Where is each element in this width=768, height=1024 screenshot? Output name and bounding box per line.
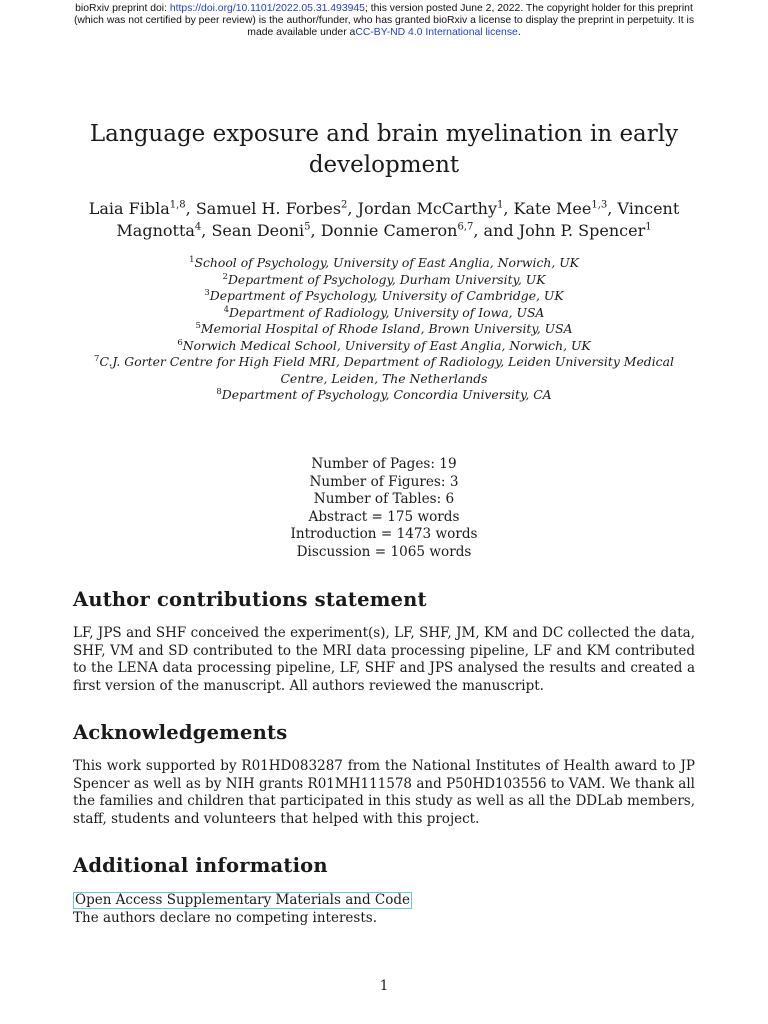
affiliation-item	[88, 305, 680, 322]
affiliation-item	[88, 255, 680, 272]
author-separator: ,	[607, 199, 618, 218]
banner-doi-prefix: bioRxiv preprint doi:	[75, 3, 170, 14]
license-link[interactable]: CC-BY-ND 4.0 International license	[355, 27, 518, 38]
author-name: Vincent Magnotta	[116, 199, 680, 240]
author-affiliation-marker: 5	[304, 221, 311, 233]
author-name: Jordan McCarthy	[357, 199, 497, 218]
stat-line: Introduction = 1473 words	[290, 526, 478, 542]
affiliation-item	[88, 321, 680, 338]
author-separator: ,	[185, 199, 196, 218]
affiliation-text: Department of Radiology, University of Iowa, USA	[229, 304, 545, 320]
preprint-banner	[0, 3, 768, 39]
section-heading-contributions: Author contributions statement	[73, 588, 427, 611]
contributions-text: LF, JPS and SHF conceived the experiment(s), LF, SHF, JM, KM and DC collected the data, SHF, VM and SD contributed to the MRI data processing pipeline, LF and KM contributed to the LENA data processing pipeline, LF, SHF and JPS analysed the results and created a first version of the manuscript. All authors reviewed the manuscript.	[73, 625, 695, 694]
affiliation-text: Memorial Hospital of Rhode Island, Brown University, USA	[200, 321, 573, 336]
author-affiliation-marker: 2	[341, 199, 348, 211]
additional-info-block	[73, 892, 695, 927]
author-name: Sean Deoni	[211, 221, 305, 240]
acknowledgements-text: This work supported by R01HD083287 from the National Institutes of Health award to JP Spencer as well as by NIH grants R01MH111578 and P50HD103556 to VAM. We thank all the families and children that participated in this study as well as all the DDLab members, staff, students and volunteers that helped with this project.	[73, 758, 695, 827]
author-separator: ,	[503, 199, 514, 218]
affiliation-number: 8	[216, 386, 222, 397]
author-separator: ,	[347, 199, 358, 218]
doi-link[interactable]: https://doi.org/10.1101/2022.05.31.493945	[169, 3, 365, 14]
paper-title: Language exposure and brain myelination in early development	[89, 121, 679, 178]
author-separator: , and	[473, 221, 519, 240]
affiliation-number: 6	[177, 337, 183, 348]
affiliation-item	[88, 272, 680, 289]
affiliation-text: Department of Psychology, University of Cambridge, UK	[209, 288, 564, 303]
banner-license-suffix: .	[517, 27, 521, 38]
author-name: Kate Mee	[513, 199, 592, 218]
author-affiliation-marker: 4	[194, 221, 202, 233]
stat-line: Discussion = 1065 words	[296, 543, 472, 560]
affiliation-number: 7	[94, 353, 100, 364]
affiliation-item	[88, 354, 680, 387]
page-number: 1	[379, 978, 389, 994]
competing-interests-text: The authors declare no competing interests.	[73, 909, 377, 926]
banner-line-1	[0, 3, 768, 15]
banner-copyright-text: ; this version posted June 2, 2022. The copyright holder for this preprint	[364, 3, 693, 14]
author-affiliation-marker: 1,3	[591, 199, 608, 211]
affiliation-number: 1	[189, 254, 195, 265]
affiliation-text: Department of Psychology, Concordia University, CA	[221, 387, 552, 402]
banner-license-prefix: made available under a	[247, 27, 356, 38]
affiliation-number: 4	[223, 304, 230, 315]
affiliation-text: School of Psychology, University of East Anglia, Norwich, UK	[194, 255, 579, 270]
stat-line: Abstract = 175 words	[308, 508, 460, 525]
affiliation-text: Norwich Medical School, University of East Anglia, Norwich, UK	[182, 337, 591, 353]
affiliation-number: 5	[195, 320, 201, 331]
author-name: Donnie Cameron	[320, 221, 458, 240]
affiliation-text: C.J. Gorter Centre for High Field MRI, Department of Radiology, Leiden University Medical Centre, Leiden, The Netherlands	[99, 354, 674, 386]
affiliation-text: Department of Psychology, Durham University, UK	[227, 271, 546, 287]
author-name: John P. Spencer	[518, 221, 646, 240]
section-heading-acknowledgements: Acknowledgements	[73, 721, 288, 744]
author-separator: ,	[310, 221, 321, 240]
banner-line-2: (which was not certified by peer review) is the author/funder, who has granted bioRxiv a license to display the preprint in perpetuity. It is	[73, 15, 695, 26]
affiliation-number: 2	[222, 271, 228, 282]
author-list	[78, 198, 690, 242]
manuscript-stats	[230, 456, 538, 561]
author-affiliation-marker: 6,7	[457, 221, 474, 233]
supplementary-materials-link[interactable]: Open Access Supplementary Materials and Code	[75, 892, 410, 908]
affiliation-number: 3	[204, 287, 210, 298]
affiliation-item	[88, 387, 680, 404]
affiliation-item	[88, 288, 680, 305]
banner-line-3	[0, 27, 768, 39]
author-affiliation-marker: 1	[497, 199, 504, 211]
author-affiliation-marker: 1	[645, 221, 652, 233]
stat-line: Number of Pages: 19	[311, 456, 457, 472]
stat-line: Number of Figures: 3	[309, 473, 459, 490]
affiliation-list	[88, 255, 680, 404]
stat-line: Number of Tables: 6	[313, 491, 455, 507]
author-name: Samuel H. Forbes	[195, 199, 342, 218]
author-affiliation-marker: 1,8	[169, 199, 186, 211]
section-heading-additional: Additional information	[73, 854, 328, 877]
author-name: Laia Fibla	[88, 199, 170, 218]
affiliation-item	[88, 338, 680, 355]
author-separator: ,	[201, 221, 212, 240]
